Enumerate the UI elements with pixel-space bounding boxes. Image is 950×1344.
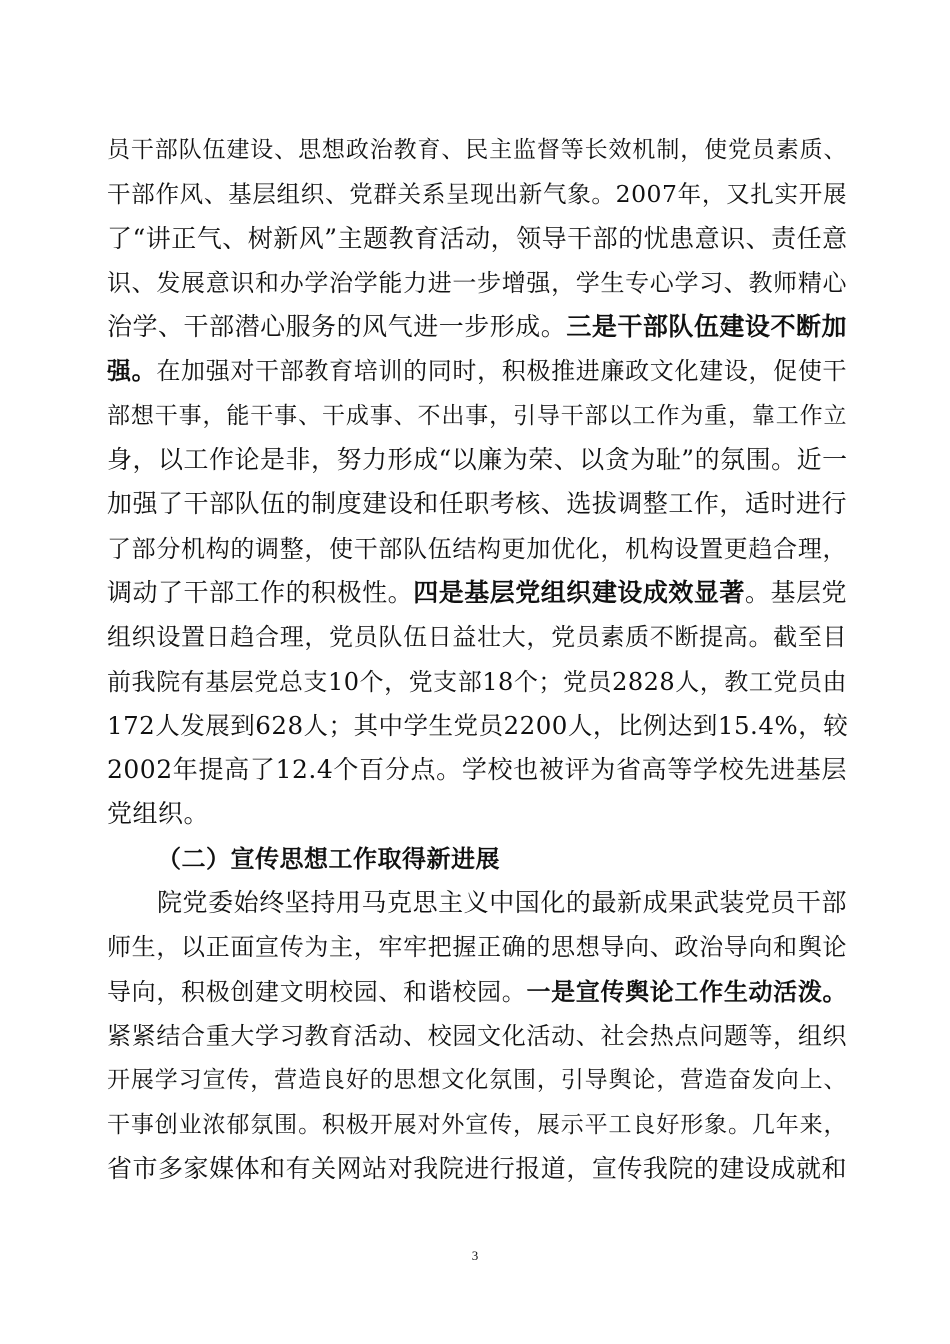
text-line: 了“讲正气、树新风”主题教育活动，领导干部的忧患意识、责任意 [107, 223, 848, 253]
bold-point-three: 三是干部队伍建设不断加 [566, 312, 847, 342]
bold-point-four: 四是基层党组织建设成效显著 [413, 577, 745, 607]
section-heading: （二）宣传思想工作取得新进展 [157, 844, 500, 873]
text-line: 调动了干部工作的积极性。四是基层党组织建设成效显著。基层党 [107, 577, 847, 607]
text-line: 部想干事，能干事、干成事、不出事，引导干部以工作为重，靠工作立 [107, 402, 847, 429]
body-text [107, 128, 847, 1191]
text-line: 干事创业浓郁氛围。积极开展对外宣传，展示平工良好形象。几年来， [107, 1111, 847, 1138]
text-line: 员干部队伍建设、思想政治教育、民主监督等长效机制，使党员素质、 [107, 137, 847, 163]
text-line: 前我院有基层党总支10个，党支部18个；党员2828人，教工党员由 [107, 667, 847, 696]
text-line: 导向，积极创建文明校园、和谐校园。一是宣传舆论工作生动活泼。 [107, 977, 848, 1006]
text-line: 开展学习宣传，营造良好的思想文化氛围，引导舆论，营造奋发向上、 [107, 1067, 847, 1094]
text-line: 172人发展到628人；其中学生党员2200人，比例达到15.4%，较 [107, 710, 849, 740]
bold-point-three-end: 强。 [107, 357, 157, 386]
text-line: 干部作风、基层组织、党群关系呈现出新气象。2007年，又扎实开展 [107, 180, 847, 209]
text-line: 院党委始终坚持用马克思主义中国化的最新成果武装党员干部 [157, 888, 847, 918]
bold-point-one: 一是宣传舆论工作生动活泼。 [526, 977, 848, 1006]
text-line: 治学、干部潜心服务的风气进一步形成。三是干部队伍建设不断加 [107, 312, 847, 342]
text-line: 身，以工作论是非，努力形成“以廉为荣、以贪为耻”的氛围。近一 [107, 445, 848, 475]
text-line: 加强了干部队伍的制度建设和任职考核、选拔调整工作，适时进行 [107, 489, 847, 519]
text-line: 紧紧结合重大学习教育活动、校园文化活动、社会热点问题等，组织 [107, 1021, 847, 1050]
text-line: 2002年提高了12.4个百分点。学校也被评为省高等学校先进基层 [107, 755, 847, 785]
text-line: 组织设置日趋合理，党员队伍日益壮大，党员素质不断提高。截至目 [107, 623, 847, 652]
text-line: 了部分机构的调整，使干部队伍结构更加优化，机构设置更趋合理， [107, 534, 847, 563]
text-line: 省市多家媒体和有关网站对我院进行报道，宣传我院的建设成就和 [107, 1153, 847, 1183]
text-line: 党组织。 [107, 799, 210, 829]
text-line: 师生，以正面宣传为主，牢牢把握正确的思想导向、政治导向和舆论 [107, 933, 847, 962]
text-line: 识、发展意识和办学治学能力进一步增强，学生专心学习、教师精心 [107, 268, 847, 297]
page-number: 3 [471, 1248, 479, 1263]
text-line: 强。在加强对干部教育培训的同时，积极推进廉政文化建设，促使干 [107, 357, 848, 386]
